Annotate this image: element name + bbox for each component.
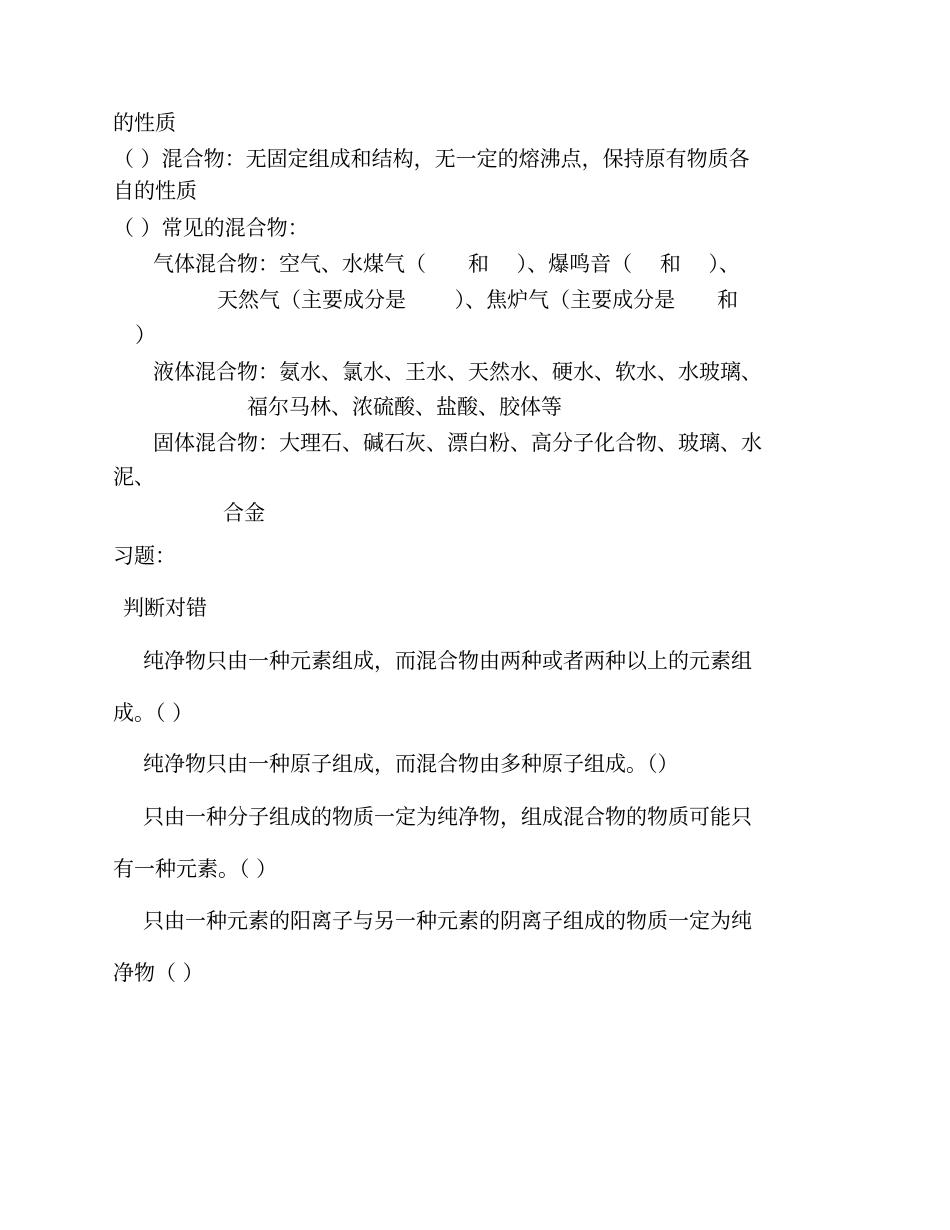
question-text: 有一种元素。（ ） xyxy=(113,857,278,881)
text-line: 液体混合物：氨水、氯水、王水、天然水、硬水、软水、水玻璃、 xyxy=(153,360,762,384)
section-heading: 习题： xyxy=(113,544,176,568)
question-text: 只由一种分子组成的物质一定为纯净物，组成混合物的物质可能只 xyxy=(143,805,752,829)
text-line: 福尔马林、浓硫酸、盐酸、胶体等 xyxy=(247,395,562,419)
question-text: 净物（ ） xyxy=(113,961,204,985)
text-line: 的性质 xyxy=(113,111,176,135)
text-line: ） xyxy=(135,323,156,347)
text-line: （ ）常见的混合物： xyxy=(113,216,309,240)
question-text: 纯净物只由一种原子组成，而混合物由多种原子组成。（） xyxy=(143,752,679,776)
text-line: 自的性质 xyxy=(113,179,197,203)
text-line: 固体混合物：大理石、碱石灰、漂白粉、高分子化合物、玻璃、水 xyxy=(153,431,762,455)
question-text: 成。（ ） xyxy=(113,701,194,725)
question-text: 只由一种元素的阳离子与另一种元素的阴离子组成的物质一定为纯 xyxy=(143,909,752,933)
text-line: 气体混合物：空气、水煤气（ 和 ）、爆鸣音（ 和 ）、 xyxy=(153,252,741,276)
text-line: 合金 xyxy=(223,501,265,525)
section-heading: 判断对错 xyxy=(123,596,207,620)
question-text: 纯净物只由一种元素组成，而混合物由两种或者两种以上的元素组 xyxy=(143,649,752,673)
text-line: （ ）混合物：无固定组成和结构，无一定的熔沸点，保持原有物质各 xyxy=(113,147,750,171)
text-line: 天然气（主要成分是 ）、焦炉气（主要成分是 和 xyxy=(217,288,739,312)
text-line: 泥、 xyxy=(113,465,155,489)
